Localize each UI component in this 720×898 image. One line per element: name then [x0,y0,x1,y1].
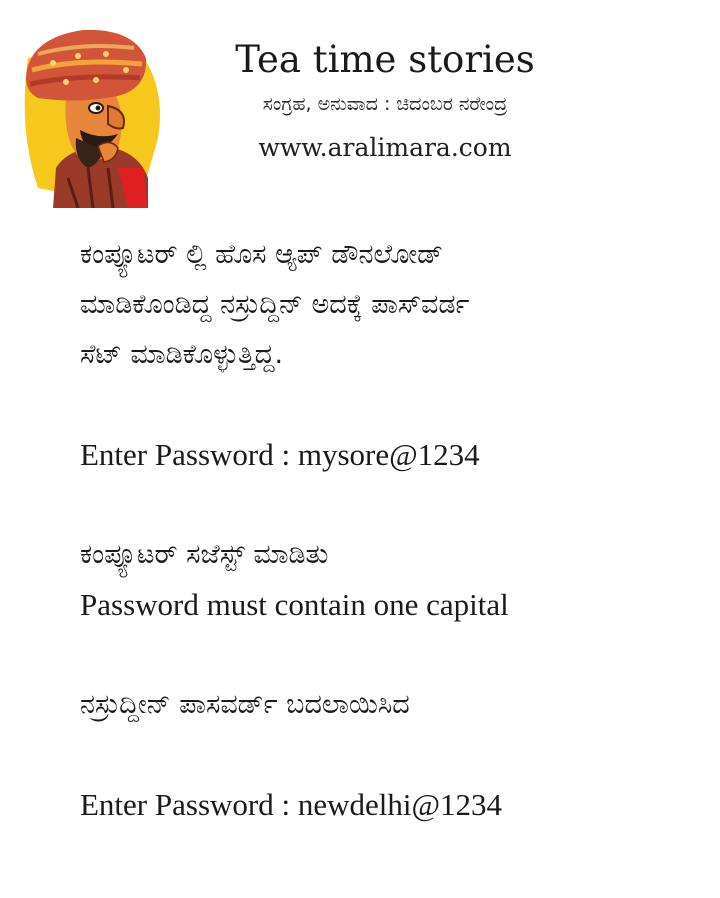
story-line-1: ಕಂಪ್ಯೂಟರ್ ಲ್ಲಿ ಹೊಸ ಆ್ಯಪ್ ಡೌನಲೋಡ್ [80,239,444,270]
blank-line [80,480,690,530]
header [0,0,720,215]
page-title: Tea time stories [235,38,535,81]
blank-line [80,730,690,780]
blank-line [80,380,690,430]
story-line-2: ಮಾಡಿಕೊಂಡಿದ್ದ ನಸ್ರುದ್ದಿನ್ ಅದಕ್ಕೆ ಪಾಸ್‌ವರ್ಡ [80,289,470,320]
story-line-4: Enter Password : mysore@1234 [80,437,480,472]
story-line-3: ಸೆಟ್ ಮಾಡಿಕೊಳ್ಳುತ್ತಿದ್ದ. [80,339,284,370]
story-line-6: Password must contain one capital [80,587,509,622]
credits-subtitle: ಸಂಗ್ರಹ, ಅನುವಾದ : ಚಿದಂಬರ ನರೇಂದ್ರ [262,93,508,115]
story-line-8: Enter Password : newdelhi@1234 [80,787,503,822]
story-line-5: ಕಂಪ್ಯೂಟರ್ ಸಜೆಸ್ಟ್ ಮಾಡಿತು [80,539,329,570]
story-body [80,230,690,830]
turbaned-man-illustration [8,18,168,208]
blank-line [80,630,690,680]
website-url: www.aralimara.com [258,133,512,162]
story-line-7: ನಸ್ರುದ್ದೀನ್ ಪಾಸವರ್ಡ್ ಬದಲಾಯಿಸಿದ [80,689,410,720]
